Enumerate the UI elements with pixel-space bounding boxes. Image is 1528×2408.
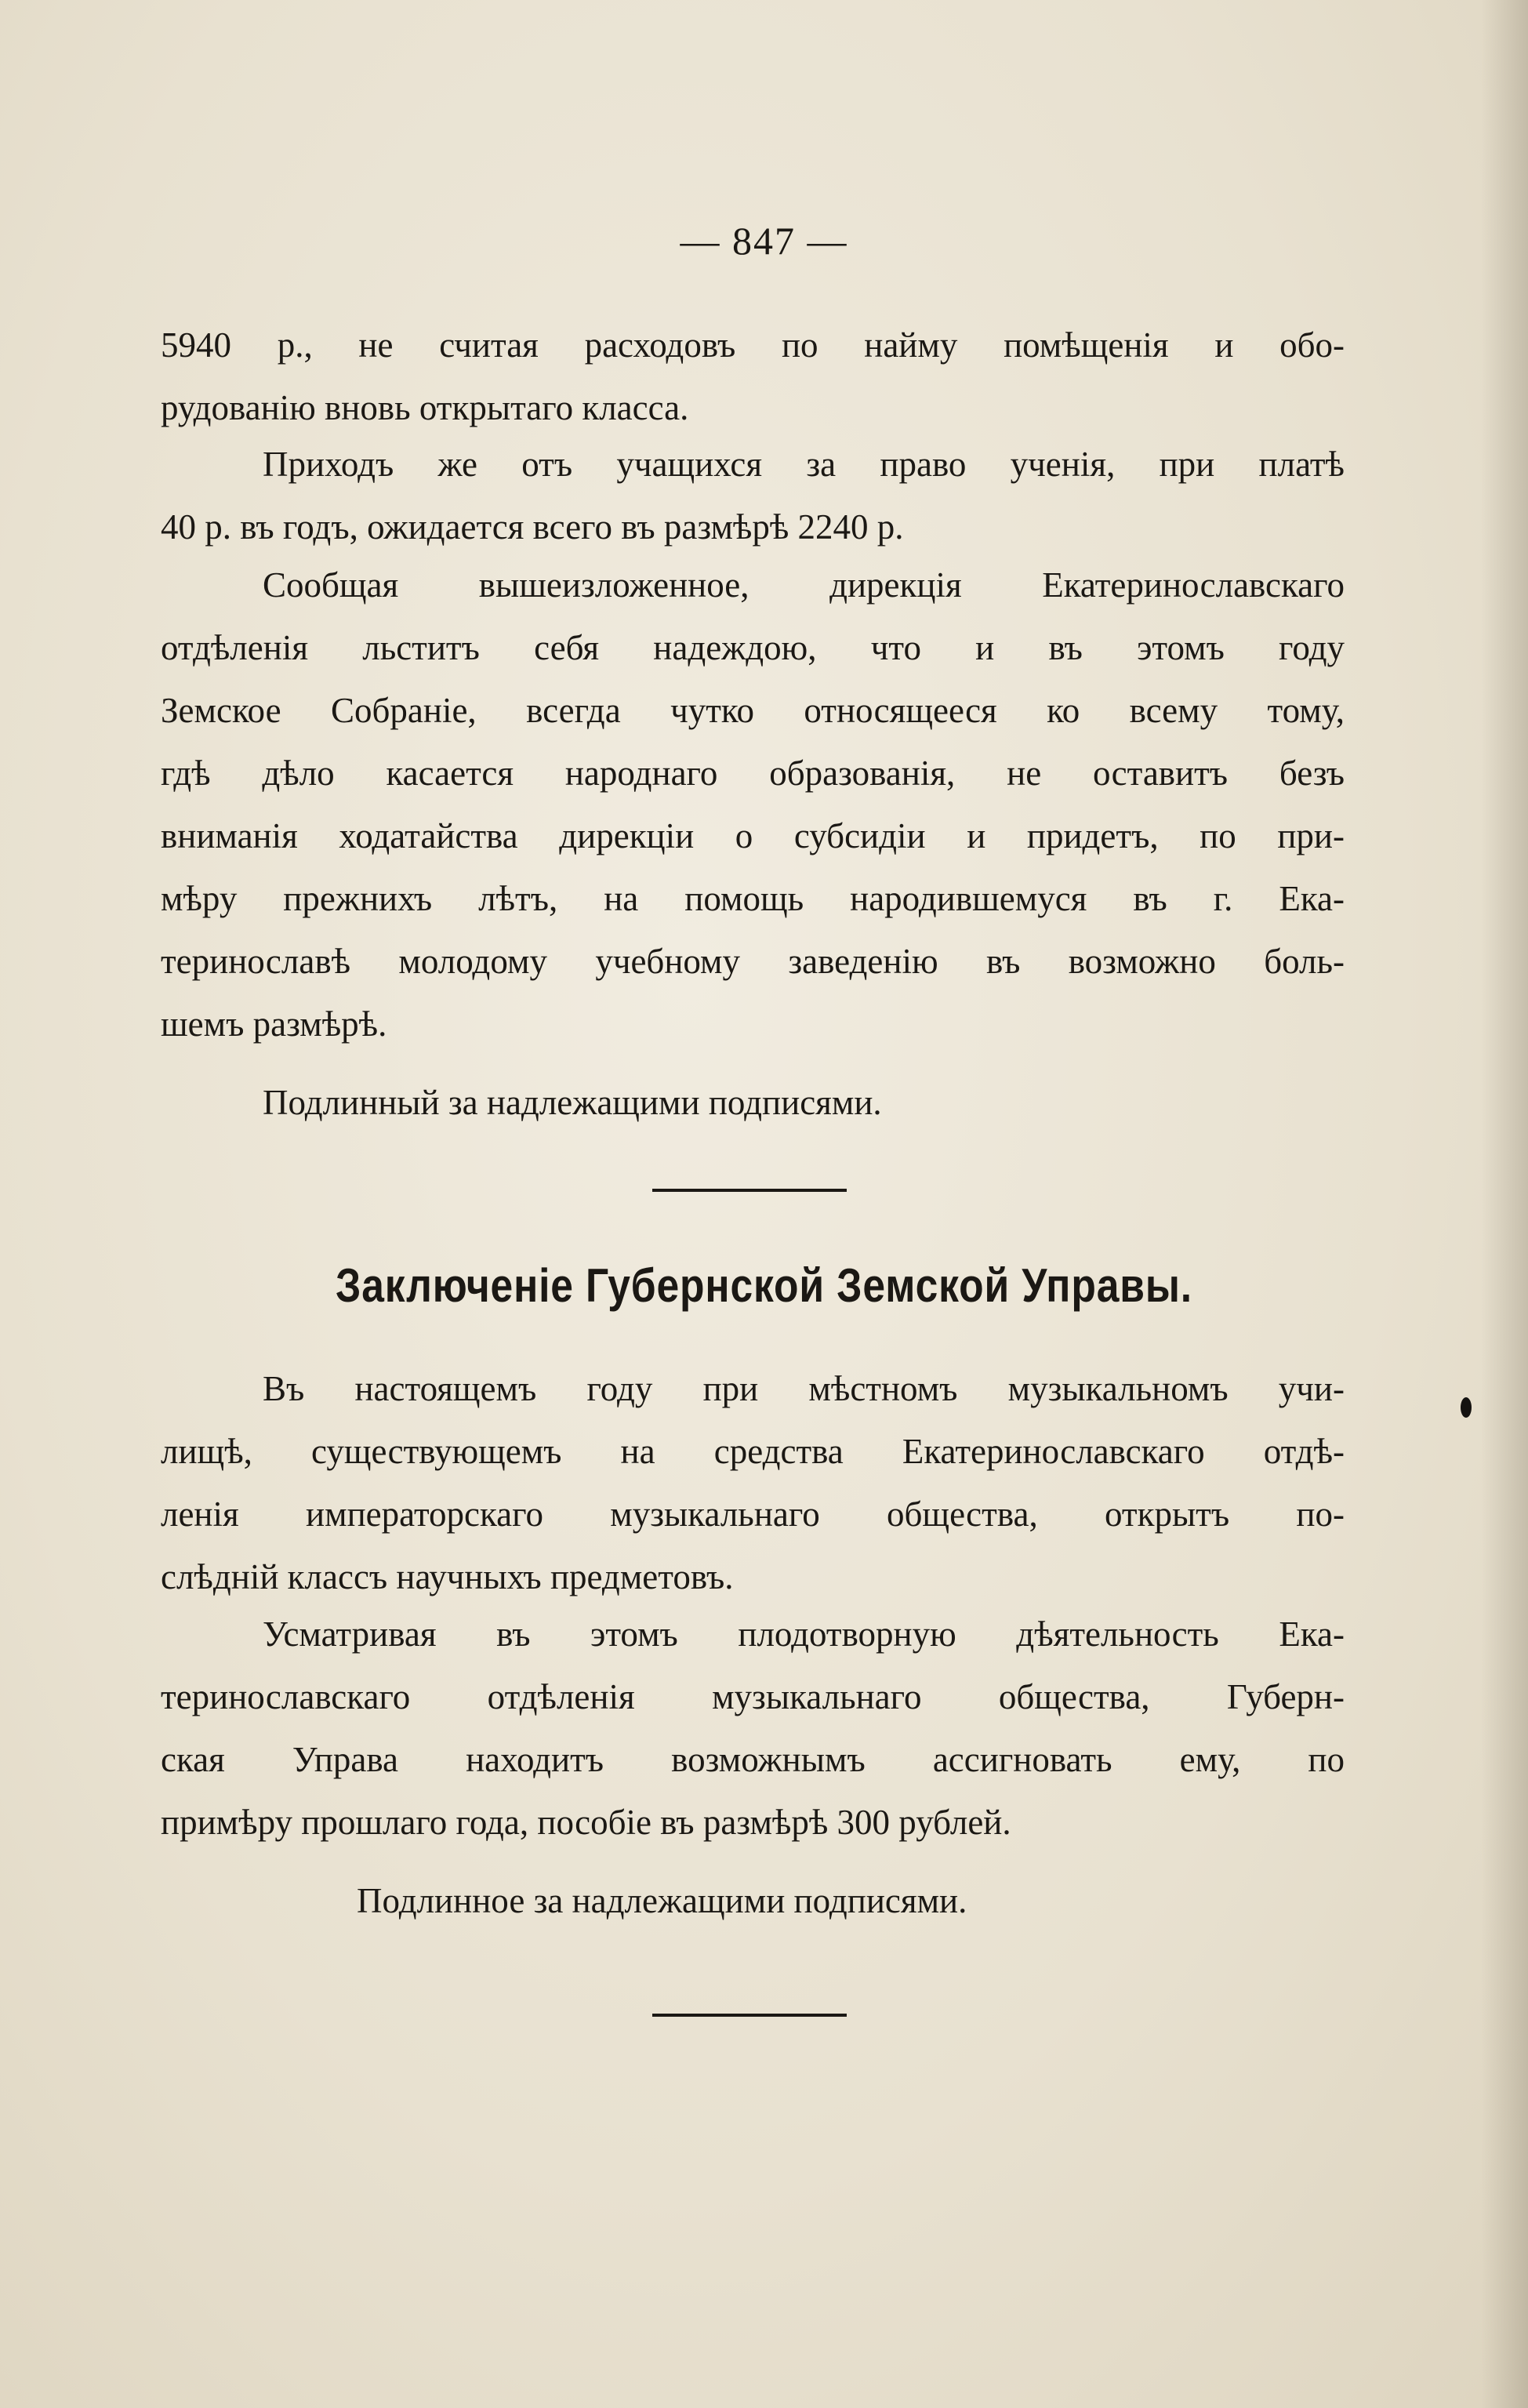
paragraph [161,433,1345,558]
divider-rule [652,1189,847,1192]
text-line: мѣру прежнихъ лѣтъ, на помощь народившемуся въ г. Ека- [161,879,1345,918]
text-line: примѣру прошлаго года, пособіе въ размѣрѣ 300 рублей. [161,1803,1011,1842]
text-line: 40 р. въ годъ, ожидается всего въ размѣрѣ 2240 р. [161,507,904,547]
text-line: гдѣ дѣло касается народнаго образованія, не оставитъ безъ [161,754,1345,793]
text-line: рудованію вновь открытаго класса. [161,388,689,427]
paragraph [161,314,1345,439]
ink-speck [1461,1397,1472,1418]
text-line: 5940 р., не считая расходовъ по найму помѣщенія и обо- [161,325,1345,365]
paragraph [161,1357,1345,1608]
page-number: — 847 — [680,219,848,263]
paragraph [161,1603,1345,1854]
page-edge-shadow [1481,0,1528,2408]
text-line: лищѣ, существующемъ на средства Екатеринославскаго отдѣ- [161,1432,1345,1471]
text-line: шемъ размѣрѣ. [161,1004,387,1044]
text-line: Сообщая вышеизложенное, дирекція Екатеринославскаго [263,565,1345,605]
signature-note: Подлинное за надлежащими подписями. [357,1881,967,1920]
divider-rule [652,2014,847,2017]
text-line: вниманія ходатайства дирекціи о субсидіи и придетъ, по при- [161,816,1345,855]
text-line: Усматривая въ этомъ плодотворную дѣятельность Ека- [263,1614,1345,1654]
text-line: Приходъ же отъ учащихся за право ученія, при платѣ [263,445,1345,484]
text-line: Земское Собраніе, всегда чутко относящееся ко всему тому, [161,691,1345,730]
paragraph [161,554,1345,1055]
signature-note: Подлинный за надлежащими подписями. [263,1083,882,1122]
section-heading: Заключеніе Губернской Земской Управы. [336,1259,1192,1312]
text-line: слѣдній классъ научныхъ предметовъ. [161,1557,734,1596]
text-line: ленія императорскаго музыкальнаго общества, открытъ по- [161,1495,1345,1534]
text-line: ская Управа находитъ возможнымъ ассигновать ему, по [161,1740,1345,1779]
text-line: отдѣленія льститъ себя надеждою, что и въ этомъ году [161,628,1345,667]
text-line: теринославскаго отдѣленія музыкальнаго общества, Губерн- [161,1677,1345,1716]
text-line: теринославѣ молодому учебному заведенію въ возможно боль- [161,942,1345,981]
text-line: Въ настоящемъ году при мѣстномъ музыкальномъ учи- [263,1369,1345,1408]
